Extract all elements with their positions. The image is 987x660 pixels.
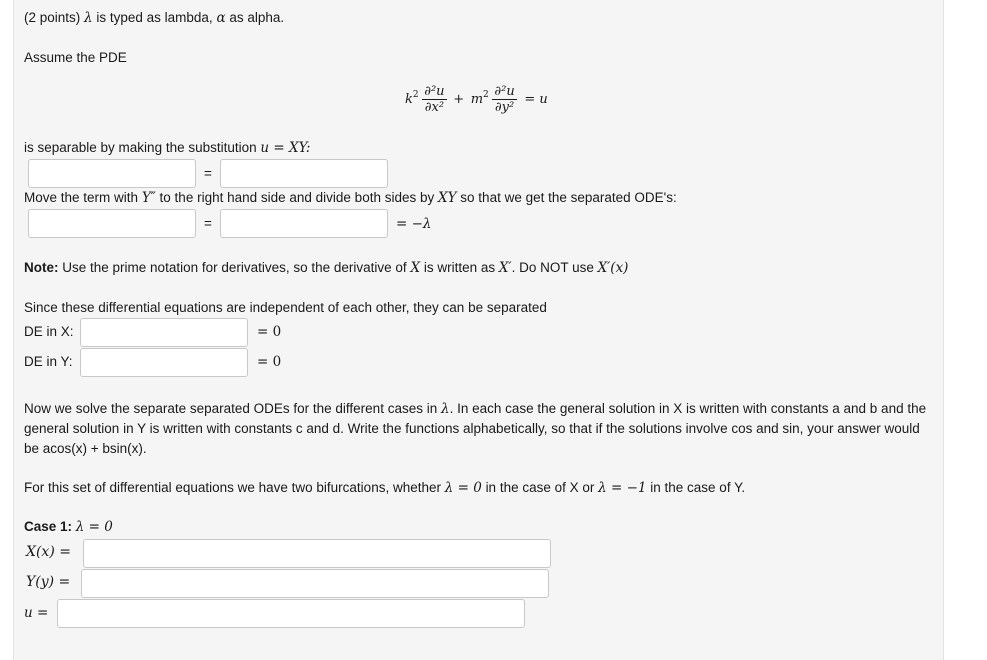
bifurcation-text-3: in the case of Y. <box>650 480 746 495</box>
note-text-2: is written as <box>423 260 496 275</box>
step2-text-mid: to the right hand side and divide both sides by <box>159 190 435 205</box>
bifurcation-text-2: in the case of X or <box>485 480 595 495</box>
step1-right-input[interactable] <box>220 159 388 188</box>
note-text-1: Use the prime notation for derivatives, so the derivative of <box>62 260 407 275</box>
cases-intro-text-2: . In each case the general solution in X is written with constants a and b and the general solution in Y is written with constants c and d. Write the functions alphabetically, so that if the solutions involve cos and sin, your answer would be acos(x) + bsin(x). <box>24 401 927 456</box>
bifurcation-text-1: For this set of differential equations we have two bifurcations, whether <box>24 480 441 495</box>
pde-d2u-dx2 <box>422 84 446 115</box>
pde-dx-den: ∂x² <box>424 100 445 115</box>
pde-equation: $k^2$ $\frac{\text{∂²u}}{\text{∂x²}}$ + $m^2$ $\frac{\text{∂²u}}{\text{∂y²}}$ = u <box>405 84 548 115</box>
note-xprime: X′ <box>498 260 512 276</box>
step2-equals: = <box>204 216 212 231</box>
separated-text: Since these differential equations are independent of each other, they can be separated <box>24 300 547 315</box>
cases-intro-paragraph <box>24 399 934 459</box>
step2-text <box>24 190 677 206</box>
step2-rhs: = −λ <box>396 216 432 232</box>
case1-condition: λ = 0 <box>75 519 113 535</box>
bifurcation-text <box>24 480 745 496</box>
case1-x-input[interactable] <box>83 539 551 568</box>
cases-intro-text-1: Now we solve the separate separated ODEs for the different cases in <box>24 401 438 416</box>
step2-text-before: Move the term with <box>24 190 139 205</box>
xy-term: XY <box>438 190 457 206</box>
step2-right-input[interactable] <box>220 209 388 238</box>
case1-label: Case 1: <box>24 519 73 534</box>
pde-rhs: = u <box>524 91 548 107</box>
de-y-eq-zero: = 0 <box>257 354 282 370</box>
de-x-label: DE in X: <box>24 324 74 339</box>
step1-left-input[interactable] <box>28 159 196 188</box>
note-xprimex: X′(x) <box>597 260 629 276</box>
note-text-3: . Do NOT use <box>511 260 594 275</box>
pde-plus: + <box>453 91 465 107</box>
step1-equals: = <box>204 166 212 181</box>
de-y-input[interactable] <box>80 348 248 377</box>
instruction-text: is typed as lambda, <box>96 10 213 25</box>
case1-x-label: X(x) = <box>26 544 71 560</box>
case1-y-label: Y(y) = <box>26 574 71 590</box>
note-text <box>24 260 628 276</box>
separable-text <box>24 140 310 156</box>
separable-prefix: is separable by making the substitution <box>24 140 257 155</box>
lambda-symbol: λ <box>84 10 93 26</box>
case1-u-label: u = <box>24 605 49 621</box>
question-header <box>24 10 284 26</box>
de-x-eq-zero: = 0 <box>257 324 282 340</box>
pde-coef-k: k <box>405 91 413 107</box>
bifurcation-cond-2: λ = −1 <box>598 480 647 496</box>
case1-y-input[interactable] <box>81 569 549 598</box>
bifurcation-cond-1: λ = 0 <box>444 480 482 496</box>
y-double-prime: Y″ <box>141 190 156 206</box>
note-x: X <box>410 260 421 276</box>
pde-d2u-dy2 <box>492 84 516 115</box>
cases-intro-lambda: λ <box>441 401 450 417</box>
step2-text-after: so that we get the separated ODE's: <box>460 190 677 205</box>
step2-left-input[interactable] <box>28 209 196 238</box>
de-y-label: DE in Y: <box>24 354 73 369</box>
alpha-symbol: α <box>216 10 226 26</box>
instruction-text-2: as alpha. <box>229 10 285 25</box>
case1-heading <box>24 519 113 535</box>
pde-coef-m: m <box>470 91 484 107</box>
de-x-input[interactable] <box>80 318 248 347</box>
substitution-eq: u = XY: <box>260 140 311 156</box>
note-label: Note: <box>24 260 59 275</box>
case1-u-input[interactable] <box>57 599 525 628</box>
pde-dy-num: ∂²u <box>494 84 515 99</box>
points-label: (2 points) <box>24 10 81 25</box>
assume-text: Assume the PDE <box>24 50 127 65</box>
pde-dx-num: ∂²u <box>424 84 445 99</box>
pde-dy-den: ∂y² <box>494 100 515 115</box>
